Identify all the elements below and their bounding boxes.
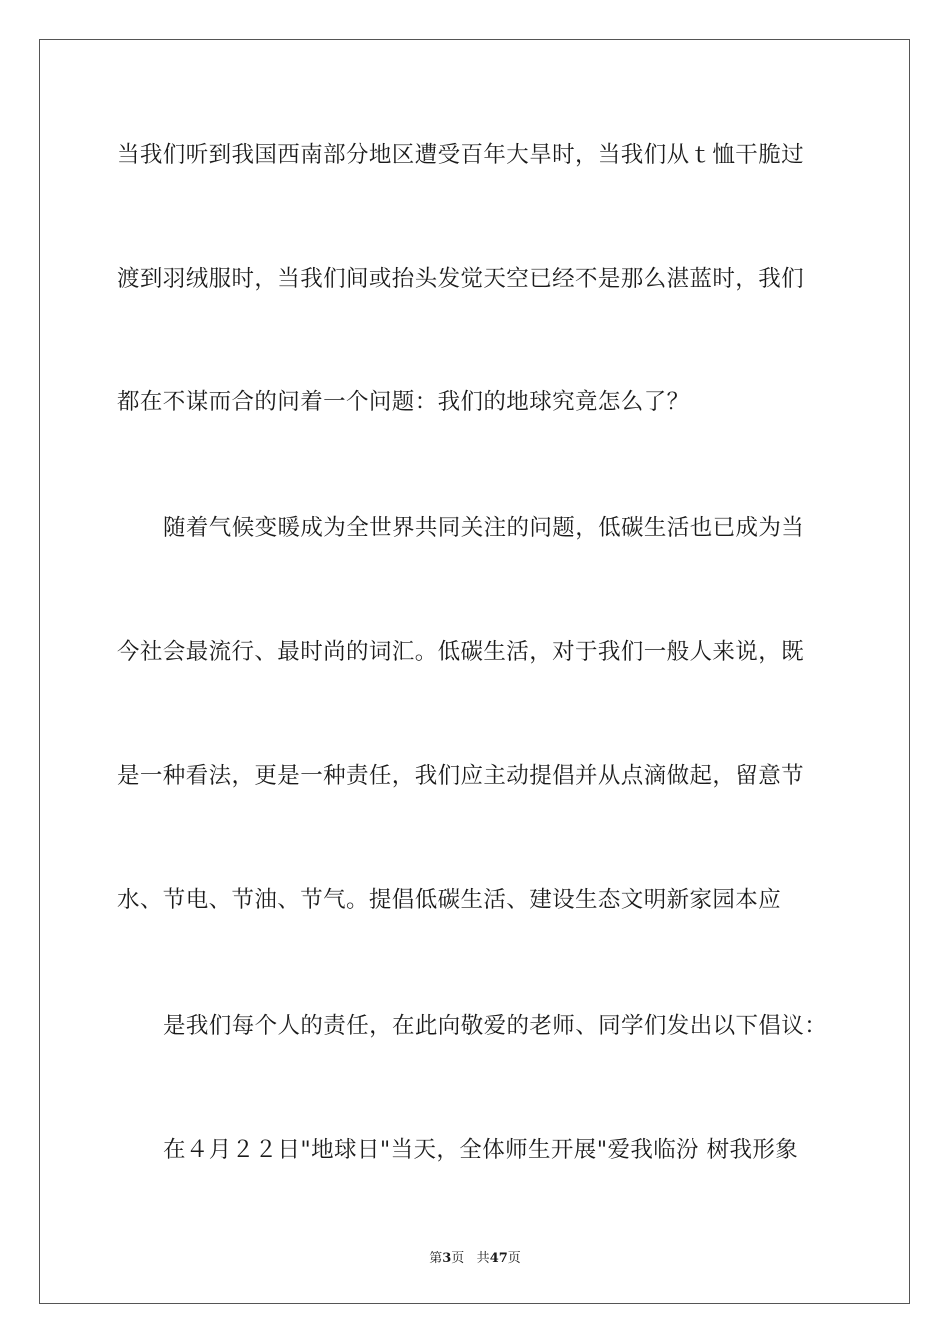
- paragraph-first-line: 在４月２２日"地球日"当天，全体师生开展"爱我临汾 树我形象: [163, 1137, 799, 1163]
- paragraph-first-line: 是我们每个人的责任，在此向敬爱的老师、同学们发出以下倡议：: [163, 1013, 828, 1039]
- page-label-suffix: 页: [451, 1251, 465, 1266]
- body-text-line: 当我们听到我国西南部分地区遭受百年大旱时，当我们从ｔ恤干脆过: [117, 142, 805, 168]
- body-text-line: 是一种看法，更是一种责任，我们应主动提倡并从点滴做起，留意节: [117, 763, 805, 789]
- page-label-prefix: 第: [429, 1251, 443, 1266]
- page-border: [39, 39, 910, 1304]
- total-label-prefix: 共: [476, 1251, 490, 1266]
- page-footer: [0, 1247, 950, 1266]
- body-text-line: 今社会最流行、最时尚的词汇。低碳生活，对于我们一般人来说，既: [117, 639, 805, 665]
- page-number: 3: [442, 1251, 452, 1266]
- total-label-suffix: 页: [507, 1251, 521, 1266]
- paragraph-first-line: 随着气候变暖成为全世界共同关注的问题，低碳生活也已成为当: [163, 515, 805, 541]
- body-text-line: 水、节电、节油、节气。提倡低碳生活、建设生态文明新家园本应: [117, 887, 782, 913]
- body-text-line: 都在不谋而合的问着一个问题：我们的地球究竟怎么了？: [117, 389, 690, 415]
- body-text-line: 渡到羽绒服时，当我们间或抬头发觉天空已经不是那么湛蓝时，我们: [117, 266, 805, 292]
- total-pages: 47: [489, 1251, 508, 1266]
